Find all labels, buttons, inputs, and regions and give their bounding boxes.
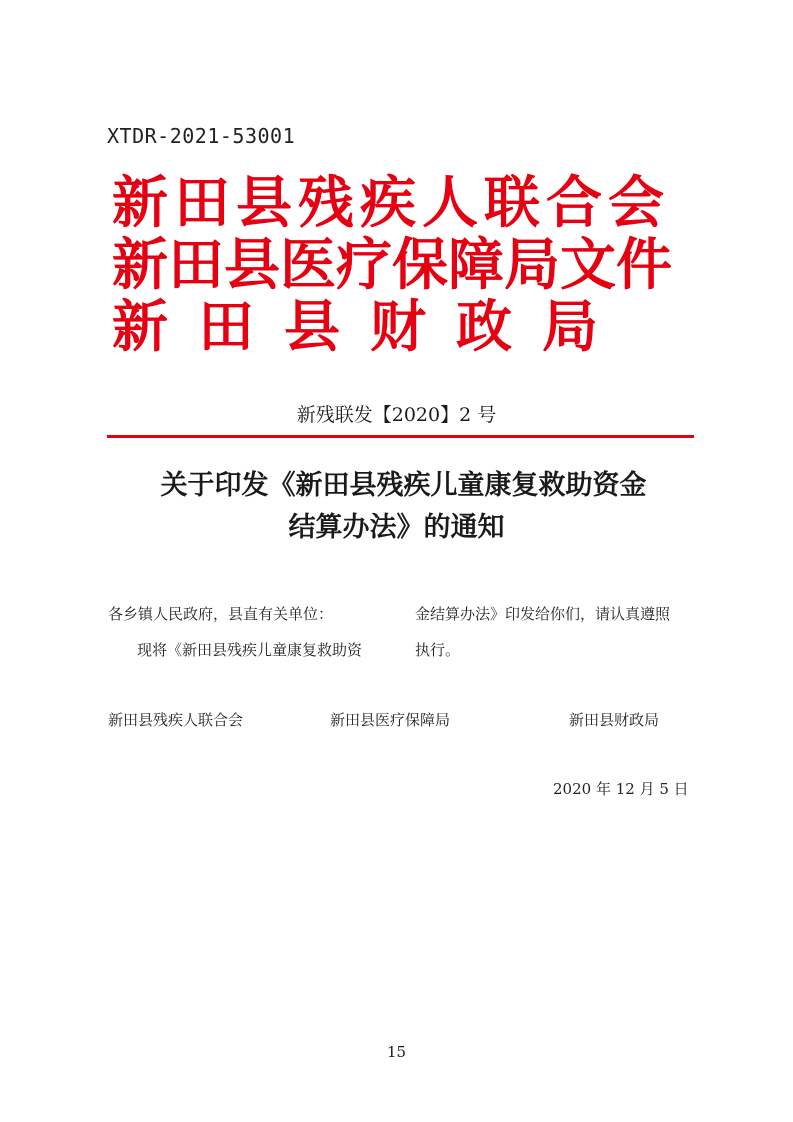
issue-date: 2020 年 12 月 5 日 — [553, 780, 689, 798]
document-code: XTDR-2021-53001 — [107, 124, 296, 148]
body-text-right-2: 执行。 — [415, 641, 461, 659]
page-number: 15 — [386, 1043, 407, 1061]
document-title-line-2: 结算办法》的通知 — [288, 512, 505, 543]
document-title-line-1: 关于印发《新田县残疾儿童康复救助资金 — [160, 470, 647, 501]
salutation: 各乡镇人民政府，县直有关单位： — [108, 605, 334, 623]
signature-medical-security-bureau: 新田县医疗保障局 — [330, 711, 451, 729]
signature-disabled-federation: 新田县残疾人联合会 — [108, 711, 244, 729]
file-number: 新残联发【2020】2 号 — [296, 404, 497, 426]
issuer-heading-3: 新田县财政局 — [112, 294, 628, 360]
body-text-right-1: 金结算办法》印发给你们，请认真遵照 — [415, 605, 671, 623]
body-text-left: 现将《新田县残疾儿童康复救助资 — [137, 641, 363, 659]
signature-finance-bureau: 新田县财政局 — [569, 711, 660, 729]
issuer-heading-2: 新田县医疗保障局文件 — [112, 232, 672, 298]
issuer-heading-1: 新田县残疾人联合会 — [112, 170, 670, 236]
red-divider — [107, 435, 694, 438]
